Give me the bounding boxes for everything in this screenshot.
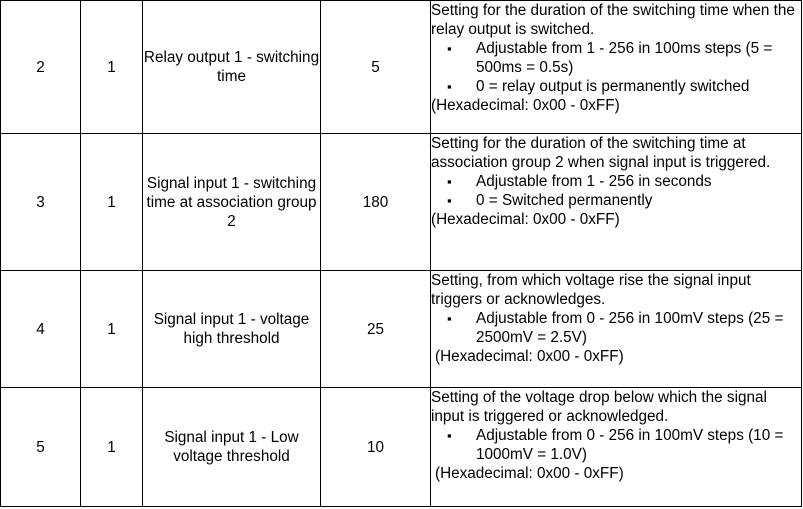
bullet-item: ▪ 0 = relay output is permanently switched xyxy=(431,77,801,96)
parameter-size: 1 xyxy=(81,271,143,388)
description-text: Setting for the duration of the switching time at association group 2 when signal input is triggered. xyxy=(431,135,771,171)
description-text: Setting for the duration of the switching time when the relay output is switched. xyxy=(431,2,795,38)
parameter-size: 1 xyxy=(81,388,143,507)
description-text: Setting of the voltage drop below which the signal input is triggered or acknowledged. xyxy=(431,389,767,425)
parameter-number: 3 xyxy=(1,134,81,271)
table-row xyxy=(1,1,802,134)
parameter-description xyxy=(431,1,802,134)
table-row xyxy=(1,134,802,271)
bullet-item: ▪ Adjustable from 1 - 256 in seconds xyxy=(431,172,801,191)
description-text: Setting, from which voltage rise the signal input triggers or acknowledges. xyxy=(431,272,751,308)
parameter-number: 2 xyxy=(1,1,81,134)
parameter-description xyxy=(431,271,802,388)
hex-range: (Hexadecimal: 0x00 - 0xFF) xyxy=(435,465,624,482)
description-bullets xyxy=(431,426,801,464)
parameter-name: Signal input 1 - switching time at association group 2 xyxy=(143,134,321,271)
parameter-number: 4 xyxy=(1,271,81,388)
parameter-description xyxy=(431,388,802,507)
table-row xyxy=(1,388,802,507)
default-value: 180 xyxy=(321,134,431,271)
parameter-size: 1 xyxy=(81,134,143,271)
parameter-name: Relay output 1 - switching time xyxy=(143,1,321,134)
parameter-name: Signal input 1 - voltage high threshold xyxy=(143,271,321,388)
hex-range: (Hexadecimal: 0x00 - 0xFF) xyxy=(431,97,620,114)
parameter-description xyxy=(431,134,802,271)
default-value: 25 xyxy=(321,271,431,388)
parameter-size: 1 xyxy=(81,1,143,134)
bullet-item: ▪ 0 = Switched permanently xyxy=(431,191,801,210)
parameter-name: Signal input 1 - Low voltage threshold xyxy=(143,388,321,507)
bullet-item: ▪ Adjustable from 0 - 256 in 100mV steps (25 = 2500mV = 2.5V) xyxy=(431,309,801,347)
description-bullets xyxy=(431,39,801,96)
bullet-item: ▪ Adjustable from 1 - 256 in 100ms steps (5 = 500ms = 0.5s) xyxy=(431,39,801,77)
description-bullets xyxy=(431,309,801,347)
parameter-number: 5 xyxy=(1,388,81,507)
table-row xyxy=(1,271,802,388)
hex-range: (Hexadecimal: 0x00 - 0xFF) xyxy=(435,348,624,365)
description-bullets xyxy=(431,172,801,210)
bullet-item: ▪ Adjustable from 0 - 256 in 100mV steps (10 = 1000mV = 1.0V) xyxy=(431,426,801,464)
hex-range: (Hexadecimal: 0x00 - 0xFF) xyxy=(431,211,620,228)
default-value: 5 xyxy=(321,1,431,134)
default-value: 10 xyxy=(321,388,431,507)
